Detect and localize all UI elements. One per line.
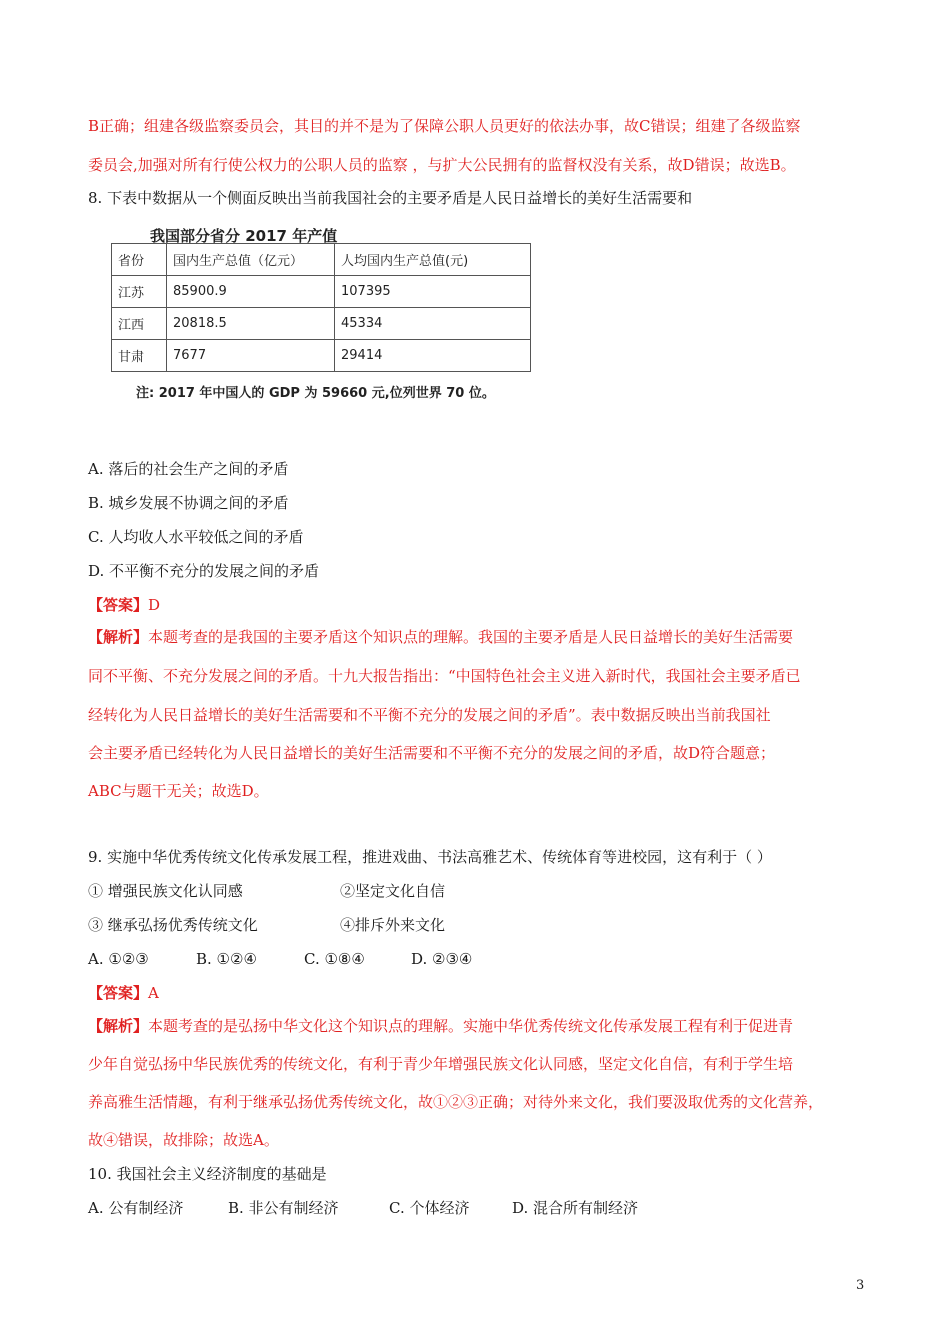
q9-analysis-line-2: 少年自觉弘扬中华民族优秀的传统文化，有利于青少年增强民族文化认同感，坚定文化自信，有利于学生培 [88, 1055, 794, 1073]
q10-option-a: A. 公有制经济 [88, 1199, 184, 1217]
analysis-text: 本题考查的是弘扬中华文化这个知识点的理解。实施中华优秀传统文化传承发展工程有利于促进青 [148, 1017, 794, 1035]
q9-answer [88, 983, 159, 1003]
q8-option-a: A. 落后的社会生产之间的矛盾 [88, 460, 289, 478]
table-row [112, 276, 531, 308]
q9-analysis-line-3: 养高雅生活情趣，有利于继承弘扬优秀传统文化，故①②③正确；对待外来文化，我们要汲取优秀的文化营养， [88, 1093, 824, 1111]
q8-analysis-line-5: ABC与题干无关；故选D。 [88, 782, 269, 800]
prev-analysis-line-1: B正确；组建各级监察委员会，其目的并不是为了保障公职人员更好的依法办事，故C错误；组建了各级监察 [88, 117, 801, 135]
analysis-label: 【解析】 [88, 628, 149, 646]
table-cell: 107395 [335, 276, 531, 308]
q8-analysis-line-4: 会主要矛盾已经转化为人民日益增长的美好生活需要和不平衡不充分的发展之间的矛盾，故D符合题意； [88, 744, 776, 762]
q8-stem: 8. 下表中数据从一个侧面反映出当前我国社会的主要矛盾是人民日益增长的美好生活需要和 [88, 189, 693, 207]
table-cell: 甘肃 [112, 340, 167, 372]
q8-analysis-line-3: 经转化为人民日益增长的美好生活需要和不平衡不充分的发展之间的矛盾”。表中数据反映出当前我国社 [88, 706, 771, 724]
gdp-table-note: 注: 2017 年中国人的 GDP 为 59660 元,位列世界 70 位。 [136, 386, 495, 401]
q8-option-d: D. 不平衡不充分的发展之间的矛盾 [88, 562, 320, 580]
table-row [112, 340, 531, 372]
q9-option-a: A. ①②③ [88, 950, 149, 968]
prev-analysis-line-2: 委员会,加强对所有行使公权力的公职人员的监察 ，与扩大公民拥有的监督权没有关系，故D错误；故选B。 [88, 156, 796, 174]
table-header-cell: 人均国内生产总值(元) [335, 244, 531, 276]
q9-analysis-line-4: 故④错误，故排除；故选A。 [88, 1131, 279, 1149]
table-header-cell: 省份 [112, 244, 167, 276]
gdp-table-title: 我国部分省分 2017 年产值 [150, 227, 338, 245]
q10-option-d: D. 混合所有制经济 [512, 1199, 639, 1217]
table-header-row [112, 244, 531, 276]
q8-option-c: C. 人均收人水平较低之间的矛盾 [88, 528, 304, 546]
answer-label: 【答案】 [88, 596, 149, 614]
q9-option-d: D. ②③④ [411, 950, 473, 968]
q9-stem: 9. 实施中华优秀传统文化传承发展工程，推进戏曲、书法高雅艺术、传统体育等进校园，这有利于（ ） [88, 848, 772, 866]
answer-label: 【答案】 [88, 984, 149, 1002]
table-cell: 7677 [167, 340, 335, 372]
table-header-cell: 国内生产总值（亿元） [167, 244, 335, 276]
q9-item-3: ③ 继承弘扬优秀传统文化 [88, 916, 258, 934]
table-row [112, 308, 531, 340]
q8-analysis-line-2: 同不平衡、不充分发展之间的矛盾。十九大报告指出：“中国特色社会主义进入新时代，我国社会主要矛盾已 [88, 667, 801, 685]
answer-value: D [148, 596, 161, 614]
q8-analysis-line-1 [88, 627, 793, 647]
page-number: 3 [856, 1278, 865, 1293]
q9-option-c: C. ①⑧④ [304, 950, 365, 968]
table-cell: 20818.5 [167, 308, 335, 340]
q10-option-c: C. 个体经济 [389, 1199, 470, 1217]
q9-analysis-line-1 [88, 1016, 793, 1036]
q9-item-4: ④排斥外来文化 [340, 916, 446, 934]
answer-value: A [148, 984, 159, 1002]
q9-item-2: ②坚定文化自信 [340, 882, 446, 900]
q9-item-1: ① 增强民族文化认同感 [88, 882, 243, 900]
gdp-table [111, 243, 531, 372]
table-cell: 江苏 [112, 276, 167, 308]
q8-answer [88, 595, 160, 615]
table-cell: 45334 [335, 308, 531, 340]
table-cell: 85900.9 [167, 276, 335, 308]
q10-stem: 10. 我国社会主义经济制度的基础是 [88, 1165, 327, 1183]
q9-option-b: B. ①②④ [196, 950, 257, 968]
q10-option-b: B. 非公有制经济 [228, 1199, 339, 1217]
table-cell: 江西 [112, 308, 167, 340]
analysis-label: 【解析】 [88, 1017, 149, 1035]
analysis-text: 本题考查的是我国的主要矛盾这个知识点的理解。我国的主要矛盾是人民日益增长的美好生活需要 [148, 628, 794, 646]
table-cell: 29414 [335, 340, 531, 372]
q8-option-b: B. 城乡发展不协调之间的矛盾 [88, 494, 289, 512]
